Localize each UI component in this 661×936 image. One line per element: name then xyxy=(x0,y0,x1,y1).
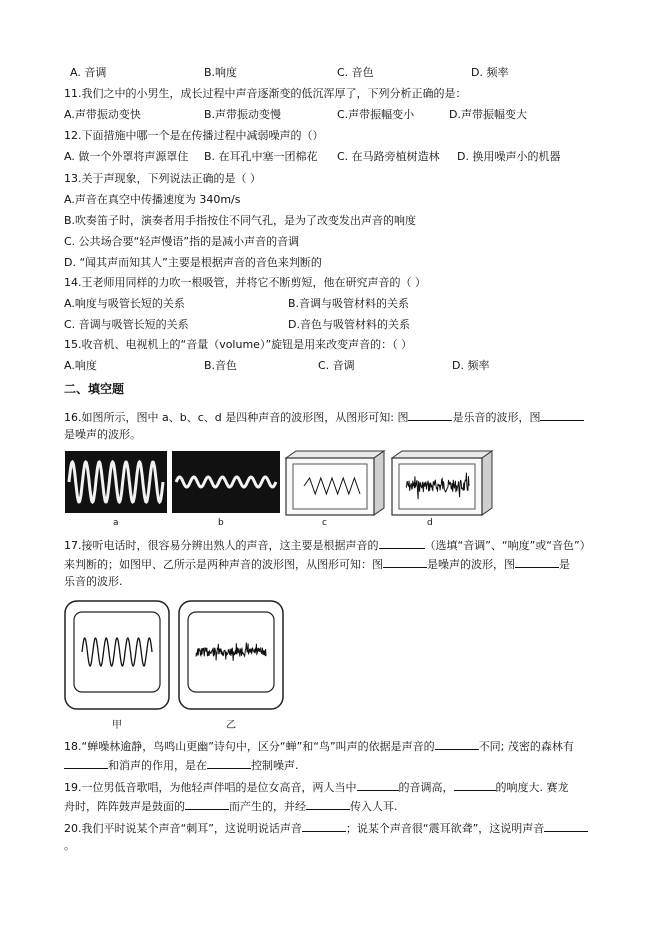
q11-option-b: B.声带振动变慢 xyxy=(204,108,282,121)
answer-blank[interactable] xyxy=(454,779,496,791)
q17-text-1: 17.接听电话时，很容易分辨出熟人的声音，这主要是根据声音的 xyxy=(64,539,379,552)
answer-blank[interactable] xyxy=(383,556,427,568)
q15-option-b: B.音色 xyxy=(204,359,238,372)
q14-stem: 14.王老师用同样的力吹一根吸管，并将它不断剪短，他在研究声音的（ ） xyxy=(64,276,426,289)
q19-text-5: 而产生的，并经 xyxy=(229,800,306,813)
caption-b: b xyxy=(218,518,224,528)
q20-text-2: ；说某个声音很“震耳欲聋”，这说明声音 xyxy=(345,822,545,835)
answer-blank[interactable] xyxy=(207,757,251,769)
answer-blank[interactable] xyxy=(408,409,452,421)
q15-option-d: D. 频率 xyxy=(452,359,490,372)
q12-option-d: D. 换用噪声小的机器 xyxy=(457,150,561,163)
q14-option-d: D.音色与吸管材料的关系 xyxy=(288,318,410,331)
q11-option-a: A.声带振动变快 xyxy=(64,108,141,121)
caption-d: d xyxy=(427,518,433,528)
q16-text-1: 16.如图所示，图中 a、b、c、d 是四种声音的波形图，从图形可知: 图 xyxy=(64,411,409,424)
q16-line-1 xyxy=(64,409,584,425)
q10-option-d: D. 频率 xyxy=(471,66,509,79)
answer-blank[interactable] xyxy=(302,820,346,832)
q19-text-3: 的响度大. 赛龙 xyxy=(495,781,569,794)
q18-text-4: 控制噪声. xyxy=(251,759,299,772)
q12-option-c: C. 在马路旁植树造林 xyxy=(337,150,440,163)
q11-option-d: D.声带振幅变大 xyxy=(449,108,527,121)
q18-text-3: 和消声的作用，是在 xyxy=(108,759,207,772)
q11-stem: 11.我们之中的小男生，成长过程中声音逐渐变的低沉浑厚了，下列分析正确的是： xyxy=(64,87,467,100)
answer-blank[interactable] xyxy=(185,798,229,810)
q13-stem: 13.关于声现象，下列说法正确的是（ ） xyxy=(64,172,261,185)
q18-text-2: 不同; 茂密的森林有 xyxy=(478,740,574,753)
q18-line-2 xyxy=(64,757,299,773)
q17-line-3: 乐音的波形. xyxy=(64,575,123,588)
q19-text-1: 19.一位男低音歌唱，为他轻声伴唱的是位女高音，两人当中 xyxy=(64,781,357,794)
q11-option-c: C.声带振幅变小 xyxy=(337,108,415,121)
q14-option-b: B.音调与吸管材料的关系 xyxy=(288,297,410,310)
caption-yi: 乙 xyxy=(226,720,236,731)
q19-text-4: 舟时，阵阵鼓声是鼓面的 xyxy=(64,800,185,813)
answer-blank[interactable] xyxy=(306,798,350,810)
q13-option-b: B.吹奏笛子时，演奏者用手指按住不同气孔，是为了改变发出声音的响度 xyxy=(64,214,417,227)
q19-text-6: 传入人耳. xyxy=(350,800,398,813)
q13-option-d: D. “闻其声而知其人”主要是根据声音的音色来判断的 xyxy=(64,256,322,269)
answer-blank[interactable] xyxy=(435,738,479,750)
q17-line-2 xyxy=(64,556,570,572)
caption-c: c xyxy=(322,518,327,528)
answer-blank[interactable] xyxy=(357,779,399,791)
answer-blank[interactable] xyxy=(379,537,425,549)
q17-text-3: 来判断的；如图甲、乙所示是两种声音的波形图，从图形可知：图 xyxy=(64,558,383,571)
q10-option-a: A. 音调 xyxy=(70,66,107,79)
q19-line-2 xyxy=(64,798,398,814)
answer-blank[interactable] xyxy=(64,757,108,769)
q17-text-4: 是噪声的波形，图 xyxy=(427,558,515,571)
q20-line-2: 。 xyxy=(64,839,75,852)
section-heading: 二、填空题 xyxy=(64,382,125,396)
q19-text-2: 的音调高， xyxy=(398,781,454,794)
caption-jia: 甲 xyxy=(112,720,122,731)
q10-option-b: B.响度 xyxy=(204,66,238,79)
q15-option-c: C. 音调 xyxy=(318,359,355,372)
q19-line-1 xyxy=(64,779,569,795)
q15-stem: 15.收音机、电视机上的“音量（volume）”旋钮是用来改变声音的：（ ） xyxy=(64,338,413,351)
answer-blank[interactable] xyxy=(540,409,584,421)
q17-text-5: 是 xyxy=(559,558,570,571)
q12-option-b: B. 在耳孔中塞一团棉花 xyxy=(204,150,318,163)
q12-stem: 12.下面措施中哪一个是在传播过程中减弱噪声的（） xyxy=(64,129,324,142)
caption-a: a xyxy=(113,518,119,528)
q18-line-1 xyxy=(64,738,574,754)
q17-text-2: （选填“音调”、“响度”或“音色”） xyxy=(424,539,591,552)
q14-option-c: C. 音调与吸管长短的关系 xyxy=(64,318,189,331)
q17-line-1 xyxy=(64,537,591,553)
q20-line-1 xyxy=(64,820,588,836)
q15-option-a: A.响度 xyxy=(64,359,97,372)
q12-option-a: A. 做一个外罩将声源罩住 xyxy=(64,150,189,163)
q18-text-1: 18.“蝉噪林逾静，鸟鸣山更幽”诗句中，区分“蝉”和“鸟”叫声的依据是声音的 xyxy=(64,740,435,753)
q16-text-2: 是乐音的波形，图 xyxy=(452,411,541,424)
answer-blank[interactable] xyxy=(515,556,559,568)
q10-option-c: C. 音色 xyxy=(337,66,374,79)
q16-line-2: 是噪声的波形。 xyxy=(64,428,141,441)
waveform-figure-jia-yi xyxy=(64,600,294,712)
q13-option-c: C. 公共场合要“轻声慢语”指的是减小声音的音调 xyxy=(64,235,300,248)
answer-blank[interactable] xyxy=(544,820,588,832)
q13-option-a: A.声音在真空中传播速度为 340m/s xyxy=(64,193,241,206)
q14-option-a: A.响度与吸管长短的关系 xyxy=(64,297,185,310)
waveform-figure-a-d xyxy=(64,448,504,528)
q20-text-1: 20.我们平时说某个声音“刺耳”，这说明说话声音 xyxy=(64,822,302,835)
